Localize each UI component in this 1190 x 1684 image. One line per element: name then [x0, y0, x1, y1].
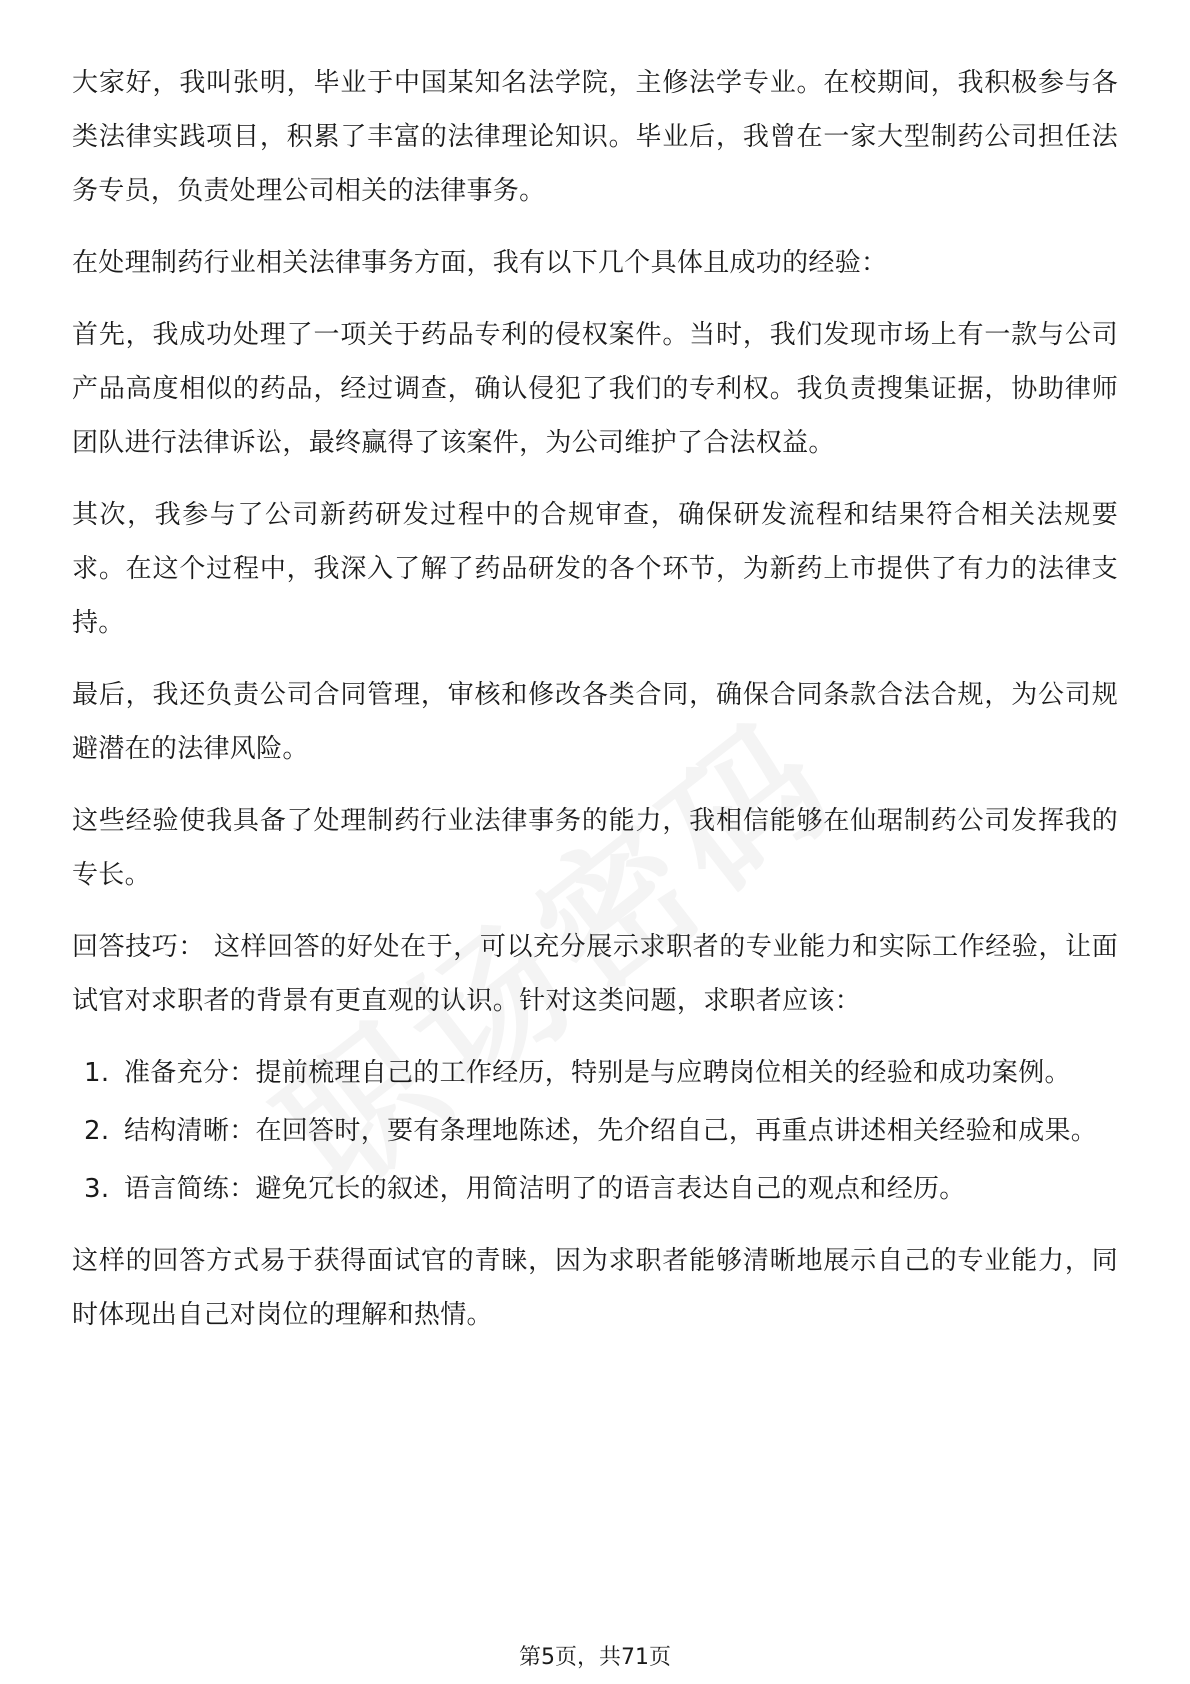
list-item-text: 结构清晰：在回答时，要有条理地陈述，先介绍自己，再重点讲述相关经验和成果。: [124, 1116, 1098, 1146]
page-content: [72, 56, 1118, 1360]
list-item-number: 2.: [84, 1116, 110, 1146]
list-item-text: 准备充分：提前梳理自己的工作经历，特别是与应聘岗位相关的经验和成功案例。: [124, 1058, 1071, 1088]
list-item: [72, 1104, 1118, 1158]
paragraph-closing: 这样的回答方式易于获得面试官的青睐，因为求职者能够清晰地展示自己的专业能力，同时体现出自己对岗位的理解和热情。: [72, 1246, 1118, 1330]
page-number: 第5页，共71页: [519, 1645, 671, 1670]
paragraph-second: 其次，我参与了公司新药研发过程中的合规审查，确保研发流程和结果符合相关法规要求。在这个过程中，我深入了解了药品研发的各个环节，为新药上市提供了有力的法律支持。: [72, 500, 1118, 638]
paragraph-first: 首先，我成功处理了一项关于药品专利的侵权案件。当时，我们发现市场上有一款与公司产品高度相似的药品，经过调查，确认侵犯了我们的专利权。我负责搜集证据，协助律师团队进行法律诉讼，最终赢得了该案件，为公司维护了合法权益。: [72, 320, 1118, 458]
paragraph-tips-intro: 回答技巧： 这样回答的好处在于，可以充分展示求职者的专业能力和实际工作经验，让面试官对求职者的背景有更直观的认识。针对这类问题，求职者应该：: [72, 932, 1118, 1016]
list-item-number: 1.: [84, 1058, 110, 1088]
paragraph-intro: 大家好，我叫张明，毕业于中国某知名法学院，主修法学专业。在校期间，我积极参与各类法律实践项目，积累了丰富的法律理论知识。毕业后，我曾在一家大型制药公司担任法务专员，负责处理公司相关的法律事务。: [72, 68, 1118, 206]
list-item-text: 语言简练：避免冗长的叙述，用简洁明了的语言表达自己的观点和经历。: [124, 1174, 966, 1204]
paragraph-summary: 这些经验使我具备了处理制药行业法律事务的能力，我相信能够在仙琚制药公司发挥我的专长。: [72, 806, 1118, 890]
paragraph-last: 最后，我还负责公司合同管理，审核和修改各类合同，确保合同条款合法合规，为公司规避潜在的法律风险。: [72, 680, 1118, 764]
list-item: [72, 1046, 1118, 1100]
paragraph-experience-lead: 在处理制药行业相关法律事务方面，我有以下几个具体且成功的经验：: [72, 248, 888, 278]
tips-list: [72, 1046, 1118, 1216]
list-item-number: 3.: [84, 1174, 110, 1204]
list-item: [72, 1162, 1118, 1216]
